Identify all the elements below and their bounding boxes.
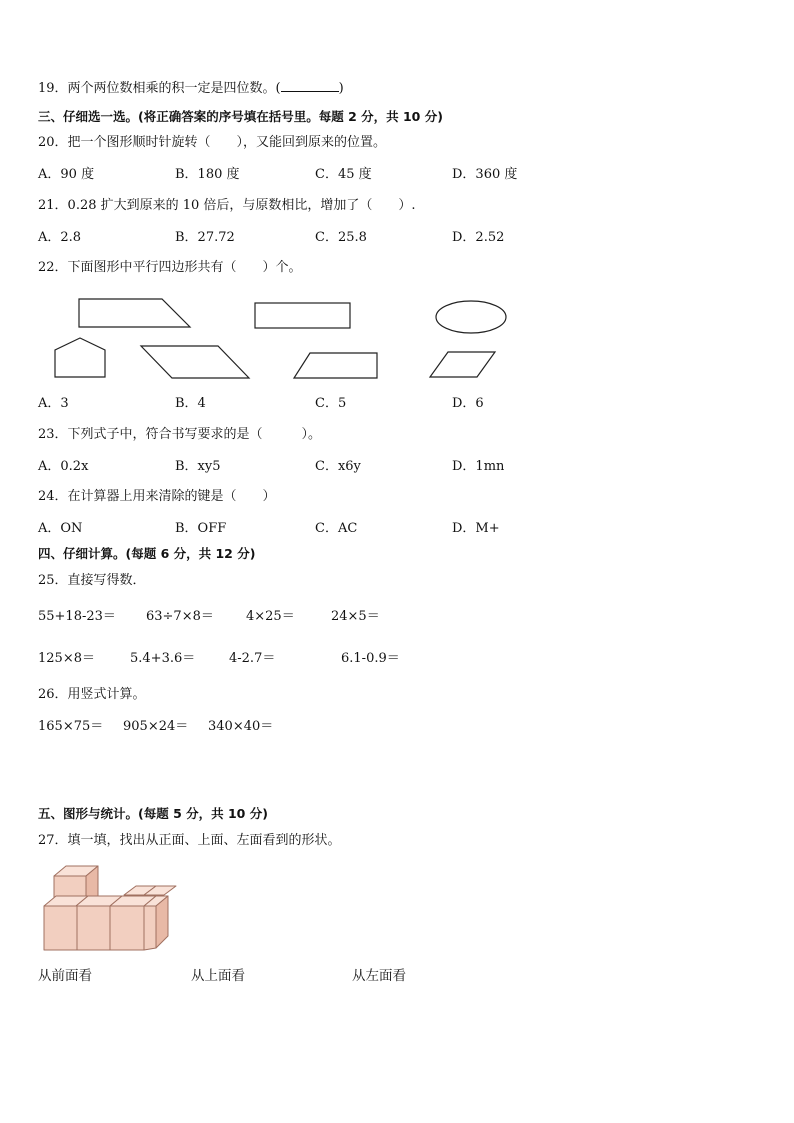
question-25-stem: 25．直接写得数． [38,573,146,588]
question-20-option-b: B．180 度 [175,167,240,182]
question-19 [38,80,344,98]
calc-item: 6.1-0.9＝ [341,651,400,666]
stacked-cubes-figure [40,860,180,960]
question-19-text: 19．两个两位数相乘的积一定是四位数。( [38,81,281,96]
right-trapezoid-shape [79,299,190,327]
question-20-stem: 20．把一个图形顺时针旋转（ ），又能回到原来的位置。 [38,135,387,150]
ellipse-shape [436,301,506,333]
question-20-option-c: C．45 度 [315,167,372,182]
calc-item: 63÷7×8＝ [146,609,214,624]
question-26-stem: 26．用竖式计算。 [38,687,146,702]
question-22-option-d: D．6 [452,396,484,411]
calc-item: 24×5＝ [331,609,380,624]
parallelogram-shape-2 [430,352,495,377]
question-21-option-c: C．25.8 [315,230,367,245]
view-label-top: 从上面看 [191,968,245,984]
question-27-stem: 27．填一填，找出从正面、上面、左面看到的形状。 [38,833,341,848]
question-23-option-c: C．x6y [315,459,361,474]
vertical-calc-item: 340×40＝ [208,719,274,734]
question-24-option-a: A．ON [38,521,83,536]
trapezoid-shape [294,353,377,378]
question-19-close: ) [338,81,344,96]
calc-item: 4×25＝ [246,609,295,624]
cube-front-4 [144,906,156,950]
section-4-heading: 四、仔细计算。(每题 6 分，共 12 分) [38,546,256,561]
vertical-calc-item: 905×24＝ [123,719,189,734]
question-21-option-b: B．27.72 [175,230,235,245]
calc-item: 4-2.7＝ [229,651,276,666]
question-22-option-c: C．5 [315,396,347,411]
calc-item: 125×8＝ [38,651,95,666]
section-5-heading: 五、图形与统计。(每题 5 分，共 10 分) [38,806,268,821]
question-20-option-d: D．360 度 [452,167,518,182]
question-24-option-c: C．AC [315,521,358,536]
rectangle-shape [255,303,350,328]
question-21-option-d: D．2.52 [452,230,505,245]
question-22-option-b: B．4 [175,396,206,411]
question-21-stem: 21．0.28 扩大到原来的 10 倍后，与原数相比，增加了（ ）. [38,198,416,213]
view-label-left: 从左面看 [352,968,406,984]
section-3-heading: 三、仔细选一选。(将正确答案的序号填在括号里。每题 2 分，共 10 分) [38,109,443,124]
answer-blank [281,80,339,92]
question-24-option-d: D．M+ [452,521,500,536]
view-label-front: 从前面看 [38,968,92,984]
vertical-calc-item: 165×75＝ [38,719,104,734]
question-22-stem: 22．下面图形中平行四边形共有（ ）个。 [38,260,302,275]
cube-front-3 [110,906,144,950]
question-23-stem: 23．下列式子中，符合书写要求的是（ ）。 [38,427,322,442]
parallelogram-shape-1 [141,346,249,378]
cube-front-2 [77,906,110,950]
quadrilateral-shapes-figure [0,290,794,400]
question-21-option-a: A．2.8 [38,230,82,245]
calc-item: 5.4+3.6＝ [130,651,196,666]
question-23-option-d: D．1mn [452,459,505,474]
question-22-option-a: A．3 [38,396,69,411]
calc-item: 55+18-23＝ [38,609,116,624]
question-24-stem: 24．在计算器上用来清除的键是（ ） [38,489,276,504]
question-24-option-b: B．OFF [175,521,227,536]
question-20-option-a: A．90 度 [38,167,95,182]
question-23-option-b: B．xy5 [175,459,221,474]
question-23-option-a: A．0.2x [38,459,89,474]
cube-front-1 [44,906,77,950]
pentagon-house-shape [55,338,105,377]
